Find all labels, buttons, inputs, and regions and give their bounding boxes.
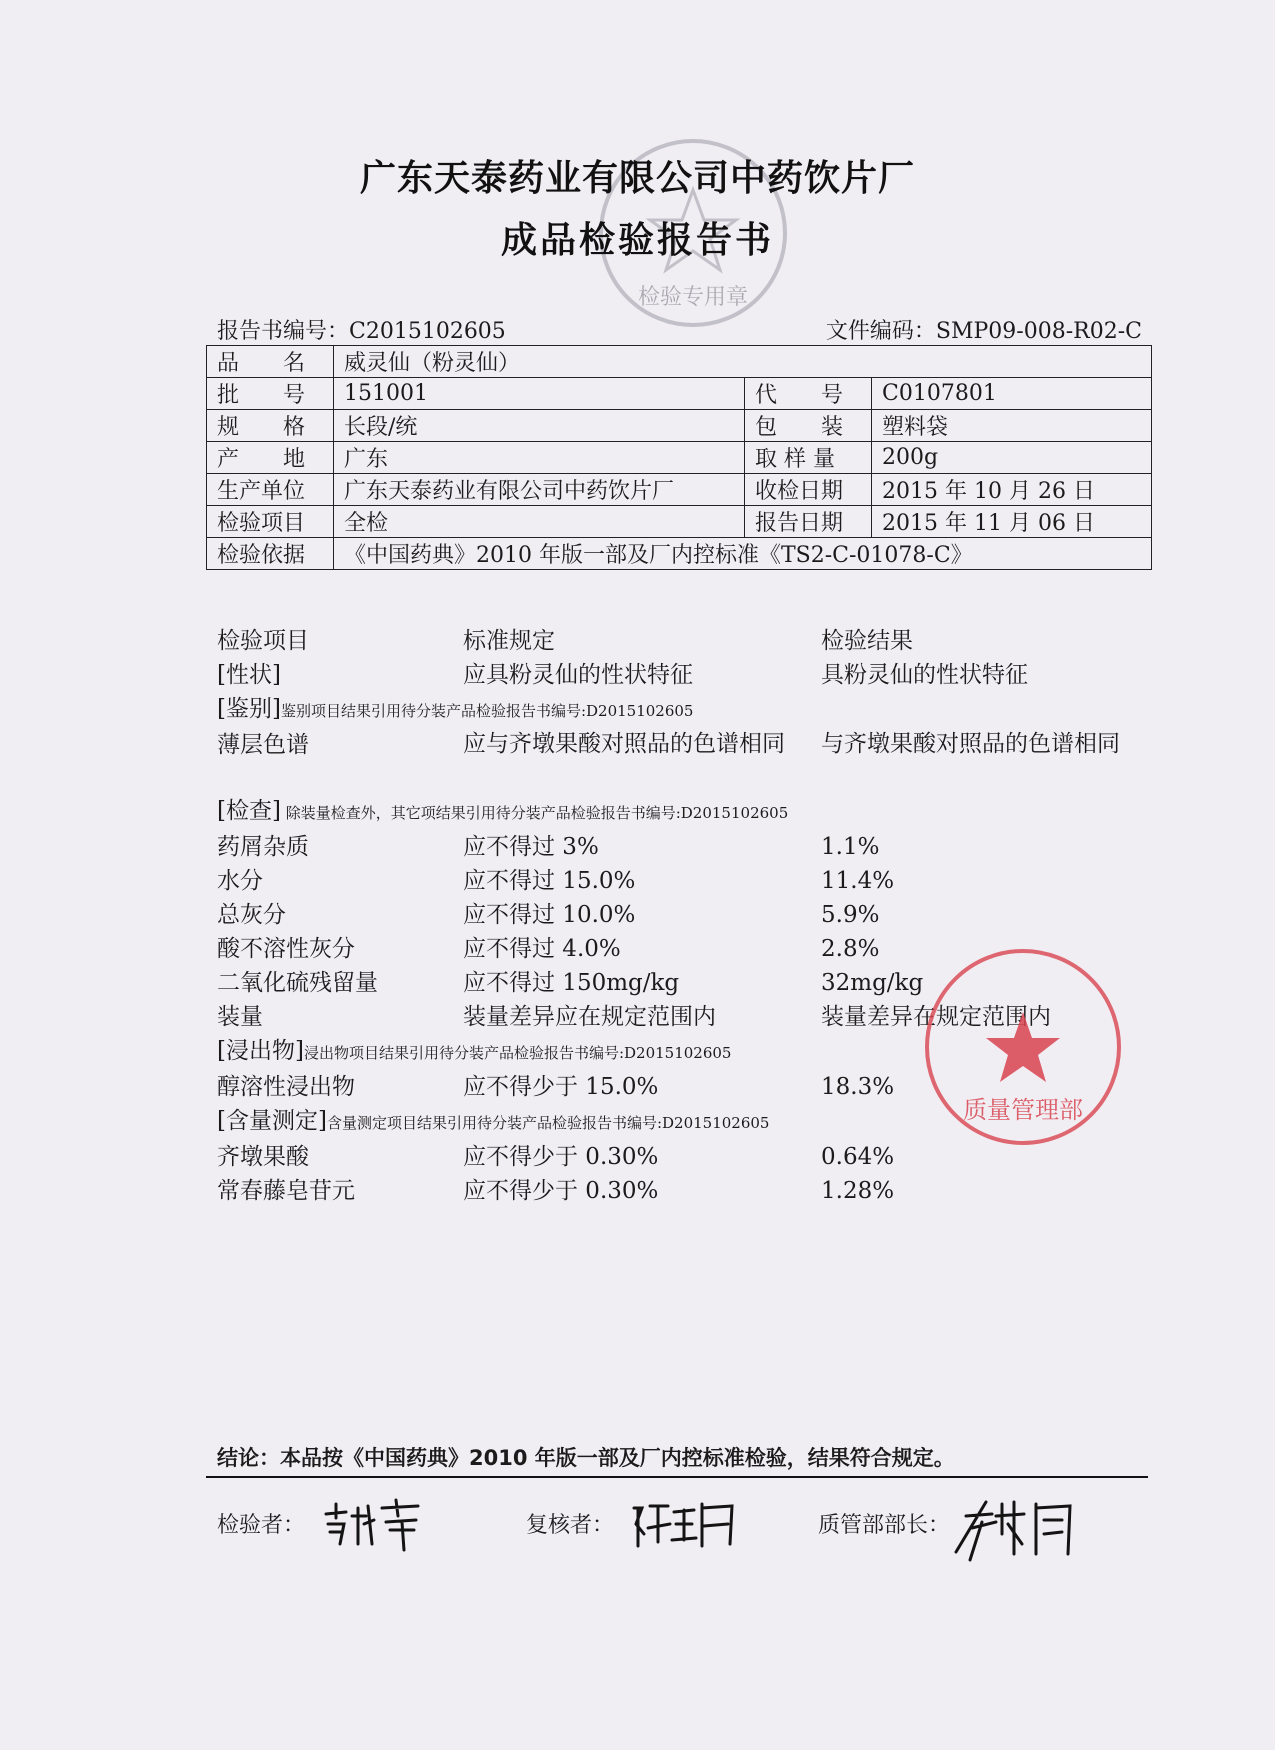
result-item: 薄层色谱	[217, 732, 309, 758]
report-date-label: 报告日期	[745, 506, 872, 538]
result-standard: 应不得过 3%	[463, 834, 599, 860]
section-note	[217, 794, 1157, 830]
result-item: 常春藤皂苷元	[217, 1178, 355, 1204]
result-standard: 应不得过 150mg/kg	[463, 970, 680, 996]
section-note-text: 浸出物项目结果引用待分装产品检验报告书编号:D2015102605	[303, 1044, 732, 1062]
section-note	[217, 692, 1157, 728]
qa-head-signature	[952, 1494, 1082, 1566]
product-name-label: 品 名	[207, 346, 334, 378]
table-row	[207, 442, 1152, 474]
maker-value: 广东天泰药业有限公司中药饮片厂	[334, 474, 745, 506]
product-name-value: 威灵仙（粉灵仙）	[334, 346, 1152, 378]
result-item: 装量	[217, 1004, 263, 1030]
company-title: 广东天泰药业有限公司中药饮片厂	[359, 158, 915, 199]
basis-label: 检验依据	[207, 538, 334, 570]
spec-value: 长段/统	[334, 410, 745, 442]
maker-label: 生产单位	[207, 474, 334, 506]
batch-value: 151001	[334, 378, 745, 410]
package-value: 塑料袋	[872, 410, 1152, 442]
table-row	[207, 346, 1152, 378]
basis-value: 《中国药典》2010 年版一部及厂内控标准《TS2-C-01078-C》	[334, 538, 1152, 570]
package-label: 包 装	[745, 410, 872, 442]
section-note-text: 除装量检查外，其它项结果引用待分装产品检验报告书编号:D2015102605	[280, 804, 789, 822]
product-info-table	[206, 345, 1152, 570]
document-title: 成品检验报告书	[500, 220, 774, 261]
result-value: 5.9%	[821, 902, 880, 928]
file-code: 文件编码：SMP09-008-R02-C	[825, 319, 1142, 344]
result-value: 1.1%	[821, 834, 880, 860]
header-standard: 标准规定	[463, 628, 555, 654]
sample-amount-label: 取 样 量	[745, 442, 872, 474]
table-row	[207, 538, 1152, 570]
section-tag: [浸出物]	[217, 1038, 304, 1064]
section-note-text: 鉴别项目结果引用待分装产品检验报告书编号:D2015102605	[280, 702, 694, 720]
result-row	[217, 830, 1157, 864]
spec-label: 规 格	[207, 410, 334, 442]
svg-text:质量管理部: 质量管理部	[963, 1096, 1083, 1124]
result-row	[217, 898, 1157, 932]
result-row	[217, 658, 1157, 692]
result-standard: 应不得过 15.0%	[463, 868, 636, 894]
table-row	[207, 410, 1152, 442]
result-item: 醇溶性浸出物	[217, 1074, 355, 1100]
result-item: 齐墩果酸	[217, 1144, 309, 1170]
conclusion-text: 结论：本品按《中国药典》2010 年版一部及厂内控标准检验，结果符合规定。	[217, 1446, 955, 1470]
result-value: 2.8%	[821, 936, 880, 962]
result-value: 18.3%	[821, 1074, 895, 1100]
header-result: 检验结果	[821, 628, 913, 654]
report-date-value: 2015 年 11 月 06 日	[872, 506, 1152, 538]
result-value: 具粉灵仙的性状特征	[821, 662, 1028, 688]
result-item: 总灰分	[217, 902, 286, 928]
quality-dept-stamp	[918, 942, 1128, 1152]
result-value: 11.4%	[821, 868, 895, 894]
receive-date-label: 收检日期	[745, 474, 872, 506]
result-row	[217, 1174, 1157, 1208]
qa-head-label: 质管部部长：	[818, 1513, 951, 1538]
origin-label: 产 地	[207, 442, 334, 474]
inspector-signature	[318, 1494, 428, 1554]
result-item: [性状]	[217, 662, 281, 688]
result-standard: 应不得过 4.0%	[463, 936, 621, 962]
batch-label: 批 号	[207, 378, 334, 410]
receive-date-value: 2015 年 10 月 26 日	[872, 474, 1152, 506]
result-standard: 应与齐墩果酸对照品的色谱相同	[463, 731, 785, 757]
result-standard: 装量差异应在规定范围内	[463, 1004, 716, 1030]
code-label: 代 号	[745, 378, 872, 410]
result-standard: 应不得少于 15.0%	[463, 1074, 659, 1100]
section-tag: [鉴别]	[217, 696, 281, 722]
report-number: 报告书编号：C2015102605	[217, 319, 506, 344]
table-row	[207, 506, 1152, 538]
result-item: 水分	[217, 868, 263, 894]
section-tag: [含量测定]	[217, 1108, 327, 1134]
svg-text:检验专用章: 检验专用章	[637, 285, 749, 310]
reviewer-signature	[628, 1494, 738, 1554]
result-standard: 应不得少于 0.30%	[463, 1178, 659, 1204]
result-item: 二氧化硫残留量	[217, 970, 378, 996]
result-value: 0.64%	[821, 1144, 895, 1170]
reviewer-label: 复核者：	[526, 1513, 615, 1538]
section-note-text: 含量测定项目结果引用待分装产品检验报告书编号:D2015102605	[326, 1114, 770, 1132]
result-row	[217, 864, 1157, 898]
result-item: 酸不溶性灰分	[217, 936, 355, 962]
result-standard: 应不得过 10.0%	[463, 902, 636, 928]
result-row	[217, 728, 1157, 794]
test-item-label: 检验项目	[207, 506, 334, 538]
sample-amount-value: 200g	[872, 442, 1152, 474]
divider	[206, 1476, 1148, 1478]
result-standard: 应不得少于 0.30%	[463, 1144, 659, 1170]
results-header-row	[217, 624, 1157, 658]
result-standard: 应具粉灵仙的性状特征	[463, 662, 693, 688]
result-item: 药屑杂质	[217, 834, 309, 860]
result-value: 装量差异在规定范围内	[821, 1004, 1051, 1030]
origin-value: 广东	[334, 442, 745, 474]
table-row	[207, 474, 1152, 506]
result-value: 32mg/kg	[821, 970, 924, 996]
section-tag: [检查]	[217, 798, 281, 824]
table-row	[207, 378, 1152, 410]
header-item: 检验项目	[217, 628, 309, 654]
code-value: C0107801	[872, 378, 1152, 410]
result-value: 1.28%	[821, 1178, 895, 1204]
inspector-label: 检验者：	[217, 1513, 306, 1538]
result-value: 与齐墩果酸对照品的色谱相同	[821, 731, 1120, 757]
test-item-value: 全检	[334, 506, 745, 538]
